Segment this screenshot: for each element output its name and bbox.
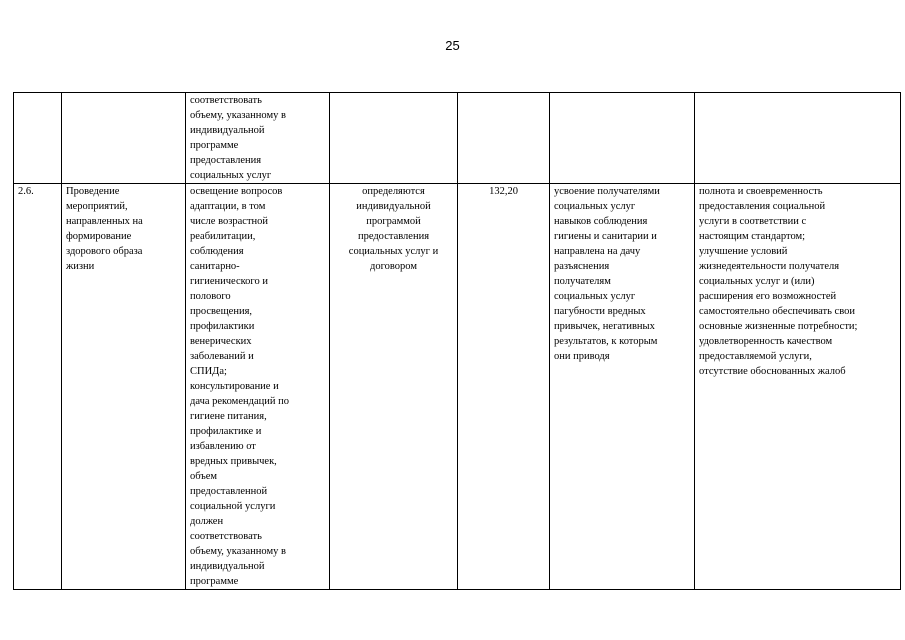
text-line: программе xyxy=(190,576,239,587)
page-number: 25 xyxy=(445,38,460,53)
text-line: программой xyxy=(366,216,421,227)
text-line: освещение вопросов xyxy=(190,186,283,197)
text-line: дача рекомендаций по xyxy=(190,396,289,407)
text-line: соблюдения xyxy=(190,246,244,257)
text-line: предоставления социальной xyxy=(699,201,826,212)
text-line: предоставления xyxy=(357,231,430,242)
text-line: предоставления xyxy=(190,155,262,166)
text-line: результатов, к которым xyxy=(554,336,658,347)
text-line: заболеваний и xyxy=(190,351,254,362)
text-line: отсутствие обоснованных жалоб xyxy=(699,366,846,377)
text-line: предоставленной xyxy=(190,486,268,497)
text-line: соответствовать xyxy=(190,531,262,542)
cell-price xyxy=(458,93,550,184)
text-line: привычек, негативных xyxy=(554,321,655,332)
cell-quality xyxy=(695,93,901,184)
cell-description xyxy=(186,184,330,590)
text-line: гигиены и санитарии и xyxy=(554,231,657,242)
cell-name xyxy=(62,93,186,184)
text-line: получателям xyxy=(554,276,611,287)
text-line: Проведение xyxy=(66,186,120,197)
text-line: реабилитации, xyxy=(190,231,256,242)
table-row-continuation xyxy=(14,93,901,184)
text-line: навыков соблюдения xyxy=(554,216,648,227)
cell-term xyxy=(330,93,458,184)
text-line: программе xyxy=(190,140,239,151)
text-line: расширения его возможностей xyxy=(699,291,837,302)
text-line: настоящим стандартом; xyxy=(699,231,806,242)
text-line: полнота и своевременность xyxy=(699,186,823,197)
cell-result xyxy=(550,184,695,590)
text-line: полового xyxy=(190,291,231,302)
text-line: индивидуальной xyxy=(356,201,431,212)
text-line: объему, указанному в xyxy=(190,546,286,557)
text-line: соответствовать xyxy=(190,95,262,106)
text-line: СПИДа; xyxy=(190,366,227,377)
text-line: консультирование и xyxy=(190,381,279,392)
text-line: формирование xyxy=(66,231,132,242)
text-line: направленных на xyxy=(66,216,143,227)
cell-term xyxy=(330,184,458,590)
text-line: жизнедеятельности получателя xyxy=(699,261,840,272)
text-line: социальных услуг xyxy=(190,170,272,181)
text-line: адаптации, в том xyxy=(190,201,266,212)
text-line: договором xyxy=(370,261,417,272)
cell-result xyxy=(550,93,695,184)
text-line: жизни xyxy=(66,261,95,272)
text-line: социальных услуг xyxy=(554,201,636,212)
text-line: объему, указанному в xyxy=(190,110,286,121)
cell-name xyxy=(62,184,186,590)
cell-price: 132,20 xyxy=(458,184,550,590)
text-line: пагубности вредных xyxy=(554,306,646,317)
text-line: здорового образа xyxy=(66,246,143,257)
text-line: удовлетворенность качеством xyxy=(699,336,833,347)
cell-number xyxy=(14,93,62,184)
text-line: основные жизненные потребности; xyxy=(699,321,858,332)
text-line: самостоятельно обеспечивать свои xyxy=(699,306,855,317)
text-line: мероприятий, xyxy=(66,201,128,212)
text-line: усвоение получателями xyxy=(554,186,660,197)
cell-quality xyxy=(695,184,901,590)
text-line: объем xyxy=(190,471,218,482)
text-line: вредных привычек, xyxy=(190,456,277,467)
table-row-2-6 xyxy=(14,184,901,590)
cell-number: 2.6. xyxy=(14,184,62,590)
text-line: венерических xyxy=(190,336,252,347)
text-line: улучшение условий xyxy=(699,246,788,257)
text-line: профилактики xyxy=(190,321,255,332)
text-line: социальных услуг и xyxy=(348,246,439,257)
text-line: разъяснения xyxy=(554,261,610,272)
text-line: индивидуальной xyxy=(190,561,265,572)
cell-description xyxy=(186,93,330,184)
text-line: социальных услуг и (или) xyxy=(699,276,815,287)
services-table xyxy=(13,92,901,590)
text-line: предоставляемой услуги, xyxy=(699,351,812,362)
text-line: направлена на дачу xyxy=(554,246,641,257)
text-line: санитарно- xyxy=(190,261,240,272)
text-line: гигиенического и xyxy=(190,276,268,287)
text-line: определяются xyxy=(362,186,425,197)
text-line: должен xyxy=(190,516,224,527)
text-line: они приводя xyxy=(554,351,610,362)
text-line: просвещения, xyxy=(190,306,253,317)
text-line: услуги в соответствии с xyxy=(699,216,807,227)
text-line: социальной услуги xyxy=(190,501,276,512)
text-line: индивидуальной xyxy=(190,125,265,136)
text-line: социальных услуг xyxy=(554,291,636,302)
text-line: числе возрастной xyxy=(190,216,269,227)
text-line: профилактике и xyxy=(190,426,262,437)
text-line: избавлению от xyxy=(190,441,256,452)
text-line: гигиене питания, xyxy=(190,411,267,422)
